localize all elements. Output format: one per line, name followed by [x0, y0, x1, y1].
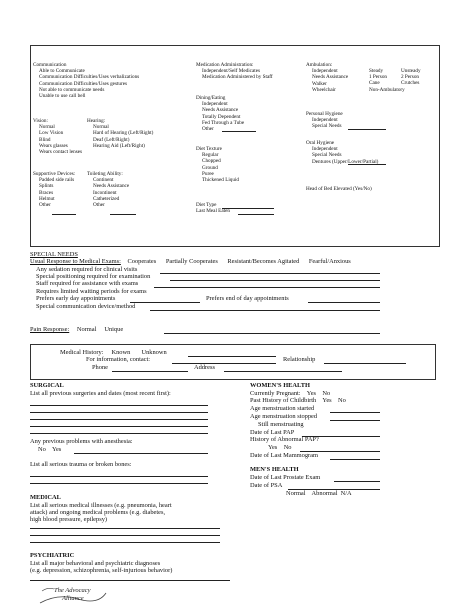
still-menstruating[interactable]: Still menstruating — [258, 421, 304, 428]
hearing-section — [87, 118, 153, 149]
communication-item[interactable]: Communication Difficulties/Uses verbalizations — [39, 74, 140, 81]
last-pap-label: Date of Last PAP — [250, 429, 295, 436]
phone-label: Phone — [92, 364, 108, 371]
supportive-item[interactable]: Padded side rails — [39, 177, 75, 184]
hearing-item[interactable]: Hard of Hearing (Left/Right) — [93, 130, 154, 137]
last-meal-line[interactable] — [238, 214, 274, 215]
toileting-title: Toileting Ability: — [87, 171, 123, 177]
special-need-line[interactable] — [154, 287, 380, 288]
toileting-item[interactable]: Needs Assistance — [93, 183, 130, 190]
special-need-line[interactable] — [130, 302, 200, 303]
medical-history-line[interactable] — [188, 356, 276, 357]
vision-title: Vision: — [33, 118, 48, 124]
ambulation-title: Ambulation: — [306, 62, 333, 68]
trauma-label: List all serious trauma or broken bones: — [30, 461, 132, 468]
supportive-item[interactable]: Other — [39, 202, 51, 209]
special-needs-title: SPECIAL NEEDS — [30, 251, 78, 258]
dining-item[interactable]: Totally Dependent — [202, 113, 241, 120]
hygiene-title: Personal Hygiene — [306, 111, 343, 117]
toileting-section — [87, 171, 129, 208]
ambulation-right-column — [401, 68, 421, 87]
medical-history-known[interactable]: Medical History: Known Unknown — [60, 349, 167, 356]
special-need-item: Staff required for assistance with exams — [36, 280, 139, 287]
dining-title: Dining/Eating — [196, 95, 226, 101]
communication-item[interactable]: Communication Difficulties/Uses gestures — [39, 80, 128, 87]
dining-item[interactable]: Other — [202, 126, 214, 133]
pain-response-options[interactable]: Normal Unique — [76, 326, 124, 333]
special-need-line[interactable] — [160, 273, 380, 274]
diet-texture-item[interactable]: Thickened Liquid — [202, 177, 240, 184]
address-line[interactable] — [224, 371, 342, 372]
currently-pregnant[interactable]: Currently Pregnant: Yes No — [250, 390, 331, 397]
prostate-exam-line[interactable] — [334, 481, 380, 482]
abnormal-pap-label: History of Abnormal PAP? — [250, 436, 319, 443]
logo-text-line2: Alliance — [62, 595, 84, 602]
supportive-item[interactable]: Helmut — [39, 195, 55, 202]
trauma-line[interactable] — [30, 483, 208, 484]
medical-line[interactable] — [30, 528, 220, 529]
last-mammogram-line[interactable] — [330, 459, 380, 460]
vision-item[interactable]: Wears contact lenses — [39, 149, 83, 156]
medical-title: MEDICAL — [30, 494, 61, 501]
trauma-line[interactable] — [30, 476, 208, 477]
menstruation-stopped-label: Age menstruation stopped — [250, 413, 318, 420]
toileting-item[interactable]: Other — [93, 202, 105, 209]
psychiatric-title: PSYCHIATRIC — [30, 552, 75, 559]
surgery-line[interactable] — [30, 405, 208, 406]
ambulation-item[interactable]: Needs Assistance — [312, 74, 349, 81]
ambulation-section — [306, 62, 348, 93]
relationship-line[interactable] — [324, 363, 406, 364]
communication-item[interactable]: Able to Communicate — [39, 68, 85, 75]
special-need-item: Prefers early day appointments — [36, 295, 116, 302]
hearing-title: Hearing: — [87, 118, 106, 124]
psychiatric-text-line: List all major behavioral and psychiatric diagnoses — [30, 560, 161, 567]
psychiatric-text-line: (e.g. depression, schizophrenia, self-injurious behavior) — [30, 567, 173, 574]
psychiatric-line[interactable] — [30, 580, 230, 581]
hearing-item[interactable]: Deaf (Left/Right) — [93, 136, 130, 143]
surgeries-list-label: List all previous surgeries and dates (most recent first): — [30, 390, 171, 397]
hearing-item[interactable]: Normal — [93, 124, 109, 131]
menstruation-stopped-line[interactable] — [330, 420, 380, 421]
surgical-title: SURGICAL — [30, 382, 64, 389]
anesthesia-label: Any previous problems with anesthesia: — [30, 438, 133, 445]
usual-response-options[interactable]: Cooperates Partially Cooperates Resistant/Becomes Agitated Fearful/Anxious — [127, 258, 351, 265]
oral-item[interactable]: Independent — [312, 146, 338, 153]
special-need-item: Requires limited waiting periods for exams — [36, 288, 147, 295]
hygiene-item[interactable]: Independent — [312, 117, 338, 124]
toileting-item[interactable]: Continent — [93, 177, 114, 184]
toileting-item[interactable]: Incontinent — [93, 189, 117, 196]
vision-item[interactable]: Low Vision — [39, 130, 64, 137]
surgery-line[interactable] — [30, 412, 208, 413]
logo-text-line1: The Advocacy — [54, 587, 91, 594]
prostate-exam-label: Date of Last Prostate Exam — [250, 474, 321, 481]
supportive-item[interactable]: Braces — [39, 189, 54, 196]
hygiene-special-needs-line[interactable] — [348, 129, 386, 130]
info-contact-line[interactable] — [172, 363, 276, 364]
pain-response-row — [30, 326, 123, 333]
communication-section — [33, 62, 139, 99]
medication-item[interactable]: Independent/Self Medicates — [202, 68, 261, 75]
oral-hygiene-section — [306, 140, 378, 165]
last-mammogram-label: Date of Last Mammogram — [250, 452, 318, 459]
supportive-title: Supportive Devices: — [33, 171, 76, 177]
diet-texture-item[interactable]: Ground — [202, 164, 218, 171]
advocacy-alliance-logo — [38, 585, 108, 607]
hearing-item[interactable]: Hearing Aid (Left/Right) — [93, 142, 145, 149]
hygiene-item[interactable]: Special Needs — [312, 123, 342, 130]
supportive-devices-section — [33, 171, 75, 208]
medical-text-line: high blood pressure, epilepsy) — [30, 516, 108, 523]
phone-line[interactable] — [112, 371, 188, 372]
oral-special-needs-line[interactable] — [348, 164, 386, 165]
ambulation-item[interactable]: Wheelchair — [312, 86, 336, 93]
oral-item[interactable]: Dentures (Upper/Lower/Partial) — [312, 158, 379, 165]
diet-texture-item[interactable]: Puree — [202, 170, 214, 177]
hygiene-section — [306, 111, 343, 130]
ambulation-item[interactable]: Crutches — [401, 80, 420, 87]
pain-response-line[interactable] — [164, 333, 380, 334]
medication-title: Medication Administration: — [196, 62, 254, 68]
usual-response-label: Usual Response to Medical Exams: — [30, 258, 121, 265]
surgery-line[interactable] — [30, 426, 208, 427]
address-label: Address — [194, 364, 215, 371]
medical-text-line: attack) and ongoing medical problems (e.g. diabetes, — [30, 509, 166, 516]
ambulation-item[interactable]: Unsteady — [401, 68, 421, 74]
mens-health-title: MEN'S HEALTH — [250, 466, 299, 473]
past-childbirth[interactable]: Past History of Childbirth Yes No — [250, 397, 346, 404]
special-need-item: Special communication device/method — [36, 303, 136, 310]
vision-item[interactable]: Wears glasses — [39, 142, 68, 149]
surgery-line[interactable] — [30, 419, 208, 420]
special-need-line[interactable] — [170, 280, 380, 281]
vision-section — [33, 118, 82, 155]
diet-texture-section — [196, 146, 239, 183]
vision-item[interactable]: Normal — [39, 124, 55, 131]
communication-item[interactable]: Unable to use call bell — [39, 93, 86, 100]
medical-line[interactable] — [30, 535, 220, 536]
communication-title: Communication — [33, 62, 67, 68]
special-need-line[interactable] — [150, 310, 380, 311]
supportive-other-line[interactable] — [52, 214, 76, 215]
info-contact-label: For information, contact: — [86, 356, 151, 363]
dining-item[interactable]: Independent — [202, 101, 228, 108]
psa-label: Date of PSA — [250, 482, 283, 489]
anesthesia-no-yes[interactable]: No Yes — [38, 446, 62, 453]
womens-health-title: WOMEN'S HEALTH — [250, 382, 310, 389]
medication-item[interactable]: Medication Administered by Staff — [202, 74, 273, 81]
dining-item[interactable]: Needs Assistance — [202, 107, 239, 114]
toileting-other-line[interactable] — [110, 214, 136, 215]
ambulation-item[interactable]: Non-Ambulatory — [369, 86, 405, 93]
medical-line[interactable] — [30, 542, 220, 543]
medical-text-line: List all serious medical illnesses (e.g. pneumonia, heart — [30, 502, 172, 509]
dining-section — [196, 95, 244, 132]
ambulation-item[interactable]: 1 Person — [369, 74, 388, 81]
surgery-line[interactable] — [30, 433, 208, 434]
diet-texture-item[interactable]: Chopped — [202, 158, 221, 165]
oral-item[interactable]: Special Needs — [312, 152, 342, 159]
ambulation-item[interactable]: 2 Person — [401, 74, 420, 81]
vision-item[interactable]: Blind — [39, 136, 51, 143]
abnormal-pap-yes-no[interactable]: Yes No — [268, 444, 292, 451]
menstruation-started-line[interactable] — [330, 412, 380, 413]
relationship-label: Relationship — [283, 356, 316, 363]
usual-response-row — [30, 258, 351, 265]
special-need-item: Special positioning required for examination — [36, 273, 151, 280]
communication-item[interactable]: Not able to communicate needs — [39, 86, 105, 93]
dining-item[interactable]: Fed Through a Tube — [202, 119, 245, 126]
diet-type-label: Diet Type — [196, 202, 217, 208]
special-need-item: Any sedation required for clinical visits — [36, 266, 138, 273]
last-meal-label: Last Meal Eaten — [196, 208, 230, 214]
toileting-item[interactable]: Catheterized — [93, 195, 120, 202]
dining-other-line[interactable] — [222, 131, 256, 132]
diet-texture-title: Diet Texture — [196, 146, 222, 152]
ambulation-item[interactable]: Walker — [312, 80, 327, 87]
oral-title: Oral Hygiene — [306, 140, 335, 146]
menstruation-started-label: Age menstruation started — [250, 405, 315, 412]
ambulation-item[interactable]: Independent — [312, 68, 338, 75]
diet-texture-item[interactable]: Regular — [202, 152, 219, 159]
prefers-end-of-day: Prefers end of day appointments — [206, 295, 289, 302]
anesthesia-line[interactable] — [74, 453, 208, 454]
pain-response-label: Pain Response: — [30, 326, 70, 333]
head-of-bed-label[interactable]: Head of Bed Elevated (Yes/No) — [306, 186, 372, 192]
supportive-item[interactable]: Splints — [39, 183, 54, 190]
special-need-line[interactable] — [308, 302, 380, 303]
ambulation-item[interactable]: Steady — [369, 68, 384, 74]
psa-options[interactable]: Normal Abnormal N/A — [286, 490, 352, 497]
medication-section — [196, 62, 273, 81]
ambulation-mid-column — [369, 68, 405, 93]
ambulation-item[interactable]: Cane — [369, 80, 380, 87]
